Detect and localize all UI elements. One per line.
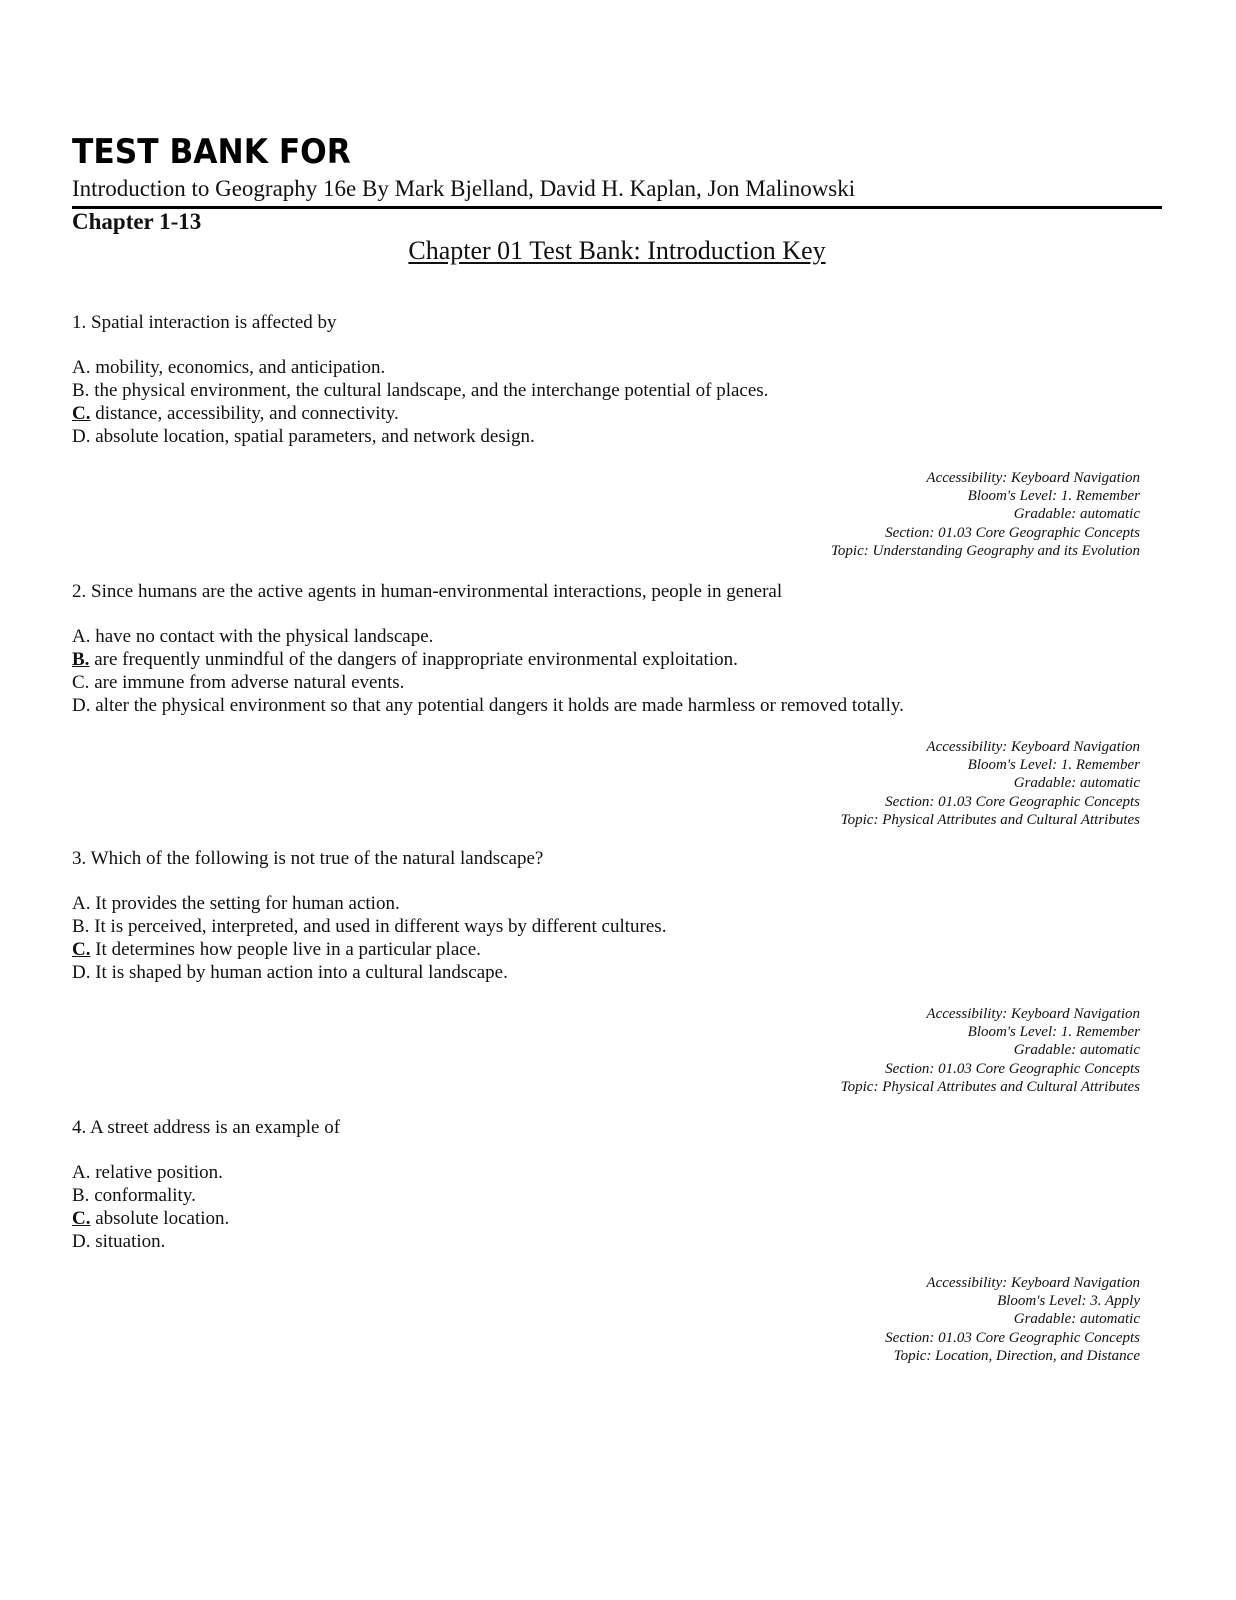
meta-topic: Topic: Physical Attributes and Cultural Attributes bbox=[840, 1078, 1140, 1095]
choice-letter: A. bbox=[72, 357, 91, 378]
choice-text: It provides the setting for human action. bbox=[90, 893, 400, 914]
choice-letter: A. bbox=[72, 1162, 91, 1183]
choice-text: have no contact with the physical landscape. bbox=[90, 626, 434, 647]
meta-accessibility: Accessibility: Keyboard Navigation bbox=[926, 1006, 1140, 1022]
choice-text: mobility, economics, and anticipation. bbox=[90, 357, 386, 378]
correct-answer-letter: C. bbox=[72, 403, 91, 424]
question-4 bbox=[72, 1116, 1162, 1365]
book-subtitle: Introduction to Geography 16e By Mark Bjelland, David H. Kaplan, Jon Malinowski bbox=[72, 176, 856, 201]
answer-choices bbox=[72, 625, 1162, 717]
question-metadata bbox=[72, 469, 1162, 560]
choice-text: situation. bbox=[90, 1231, 166, 1252]
meta-accessibility: Accessibility: Keyboard Navigation bbox=[926, 1275, 1140, 1291]
choice-letter: A. bbox=[72, 626, 91, 647]
meta-gradable: Gradable: automatic bbox=[1013, 506, 1140, 523]
choice-c-correct bbox=[72, 402, 1162, 425]
choice-text: It is perceived, interpreted, and used in different ways by different cultures. bbox=[89, 916, 667, 937]
choice-text: distance, accessibility, and connectivity. bbox=[90, 403, 399, 424]
key-title: Chapter 01 Test Bank: Introduction Key bbox=[408, 236, 826, 265]
meta-gradable: Gradable: automatic bbox=[1013, 1311, 1140, 1328]
choice-b bbox=[72, 1184, 1162, 1207]
choice-a bbox=[72, 356, 1162, 379]
meta-section: Section: 01.03 Core Geographic Concepts bbox=[885, 1329, 1140, 1346]
choice-text: are frequently unmindful of the dangers of inappropriate environmental exploitation. bbox=[89, 649, 738, 670]
choice-b bbox=[72, 915, 1162, 938]
choice-text: the physical environment, the cultural landscape, and the interchange potential of places. bbox=[89, 380, 769, 401]
choice-b-correct bbox=[72, 648, 1162, 671]
meta-gradable: Gradable: automatic bbox=[1013, 775, 1140, 792]
choice-a bbox=[72, 892, 1162, 915]
answer-choices bbox=[72, 892, 1162, 984]
correct-answer-letter: B. bbox=[72, 649, 90, 670]
choice-d bbox=[72, 694, 1162, 717]
document-page bbox=[72, 0, 1162, 1600]
choice-text: absolute location. bbox=[90, 1208, 230, 1229]
meta-section: Section: 01.03 Core Geographic Concepts bbox=[885, 1060, 1140, 1077]
choice-text: conformality. bbox=[89, 1185, 196, 1206]
meta-accessibility: Accessibility: Keyboard Navigation bbox=[926, 470, 1140, 486]
choice-letter: D. bbox=[72, 426, 91, 447]
choice-letter: D. bbox=[72, 1231, 91, 1252]
choice-c bbox=[72, 671, 1162, 694]
correct-answer-letter: C. bbox=[72, 1208, 91, 1229]
header-divider bbox=[72, 206, 1162, 209]
meta-accessibility: Accessibility: Keyboard Navigation bbox=[926, 739, 1140, 755]
choice-c-correct bbox=[72, 938, 1162, 961]
meta-blooms-level: Bloom's Level: 1. Remember bbox=[967, 757, 1140, 774]
choice-letter: B. bbox=[72, 916, 90, 937]
choice-text: It is shaped by human action into a cultural landscape. bbox=[90, 962, 508, 983]
question-metadata bbox=[72, 1005, 1162, 1096]
question-stem: 1. Spatial interaction is affected by bbox=[72, 312, 337, 333]
question-1 bbox=[72, 311, 1162, 560]
choice-letter: C. bbox=[72, 672, 90, 693]
chapter-range: Chapter 1-13 bbox=[72, 209, 202, 234]
answer-choices bbox=[72, 356, 1162, 448]
meta-section: Section: 01.03 Core Geographic Concepts bbox=[885, 793, 1140, 810]
question-stem: 3. Which of the following is not true of the natural landscape? bbox=[72, 848, 544, 869]
choice-a bbox=[72, 1161, 1162, 1184]
choice-d bbox=[72, 1230, 1162, 1253]
meta-topic: Topic: Location, Direction, and Distance bbox=[893, 1347, 1140, 1364]
question-3 bbox=[72, 847, 1162, 1096]
choice-text: relative position. bbox=[90, 1162, 223, 1183]
choice-d bbox=[72, 425, 1162, 448]
meta-blooms-level: Bloom's Level: 1. Remember bbox=[967, 488, 1140, 505]
choice-letter: A. bbox=[72, 893, 91, 914]
brand-title: TEST BANK FOR bbox=[72, 132, 351, 172]
choice-text: absolute location, spatial parameters, and network design. bbox=[90, 426, 535, 447]
choice-c-correct bbox=[72, 1207, 1162, 1230]
meta-gradable: Gradable: automatic bbox=[1013, 1042, 1140, 1059]
choice-letter: B. bbox=[72, 1185, 90, 1206]
choice-d bbox=[72, 961, 1162, 984]
question-metadata bbox=[72, 1274, 1162, 1365]
meta-topic: Topic: Understanding Geography and its Evolution bbox=[830, 542, 1140, 559]
correct-answer-letter: C. bbox=[72, 939, 91, 960]
choice-letter: B. bbox=[72, 380, 90, 401]
meta-blooms-level: Bloom's Level: 1. Remember bbox=[967, 1024, 1140, 1041]
choice-text: are immune from adverse natural events. bbox=[89, 672, 405, 693]
answer-choices bbox=[72, 1161, 1162, 1253]
question-2 bbox=[72, 580, 1162, 829]
choice-text: alter the physical environment so that any potential dangers it holds are made harmless or removed totally. bbox=[90, 695, 904, 716]
choice-b bbox=[72, 379, 1162, 402]
meta-section: Section: 01.03 Core Geographic Concepts bbox=[885, 524, 1140, 541]
choice-text: It determines how people live in a particular place. bbox=[90, 939, 481, 960]
meta-blooms-level: Bloom's Level: 3. Apply bbox=[997, 1293, 1140, 1310]
choice-letter: D. bbox=[72, 695, 91, 716]
choice-letter: D. bbox=[72, 962, 91, 983]
question-metadata bbox=[72, 738, 1162, 829]
meta-topic: Topic: Physical Attributes and Cultural Attributes bbox=[840, 811, 1140, 828]
choice-a bbox=[72, 625, 1162, 648]
question-stem: 2. Since humans are the active agents in human-environmental interactions, people in general bbox=[72, 581, 783, 602]
question-stem: 4. A street address is an example of bbox=[72, 1117, 341, 1138]
